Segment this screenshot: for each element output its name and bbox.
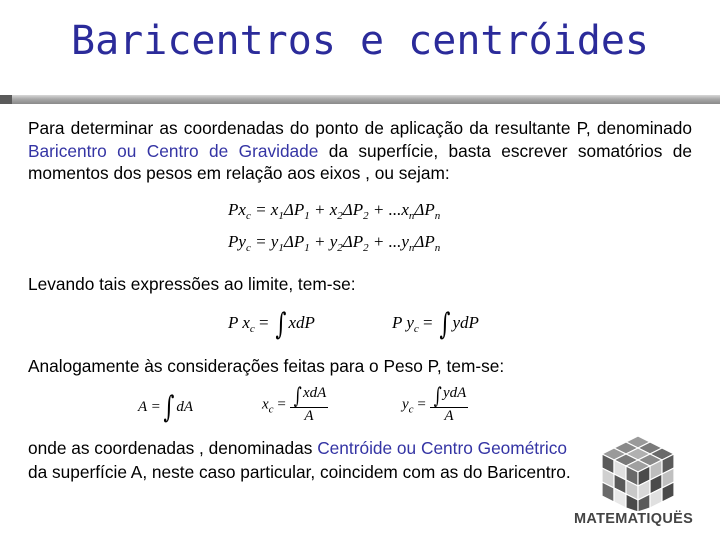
equation-pyc-integral: P $y_c$ = ∫ ydP xyxy=(392,307,479,342)
intro-paragraph xyxy=(28,117,692,185)
limit-paragraph: Levando tais expressões ao limite, tem-se: xyxy=(28,274,356,294)
equation-py: $Py_c = y_1\Delta P_1 + y_2\Delta P_2 + ...y_n\Delta P_n$ xyxy=(228,232,441,254)
logo-text: MATEMATIQUËS xyxy=(574,511,694,527)
equation-px: $Px_c = x_1\Delta P_1 + x_2\Delta P_2 + ...x_n\Delta P_n$ xyxy=(228,200,441,222)
conclusion-paragraph xyxy=(28,437,573,484)
baricentro-term: Baricentro ou Centro de Gravidade xyxy=(28,140,319,161)
conclusion-text-1: onde as coordenadas , denominadas xyxy=(28,438,318,458)
title-divider-end xyxy=(0,95,12,104)
equation-pxc-integral: P $x_c$ = ∫ xdP xyxy=(228,307,315,342)
equation-yc: $y_c$ = $\frac{\text{∫ ydA}}{A}$ xyxy=(402,384,467,424)
equation-area: A =∫ dA xyxy=(138,390,194,425)
analog-paragraph: Analogamente às considerações feitas para o Peso P, tem-se: xyxy=(28,356,505,376)
intro-text-1: Para determinar as coordenadas do ponto de aplicação da resultante P, denominado xyxy=(28,118,692,138)
page-title: Baricentros e centróides xyxy=(71,18,649,64)
equation-xc: $x_c$ = $\frac{\text{∫ xdA}}{A}$ xyxy=(262,384,327,424)
conclusion-text-2: da superfície A, neste caso particular, coincidem com as do Baricentro. xyxy=(28,461,571,482)
intro-text-2: da superfície, basta escrever somatórios de momentos dos pesos em relação aos eixos , ou sejam: xyxy=(28,140,693,183)
rubiks-cube-logo-icon xyxy=(598,432,678,512)
title-divider xyxy=(0,95,720,104)
centroide-term: Centróide ou Centro Geométrico xyxy=(317,438,567,458)
